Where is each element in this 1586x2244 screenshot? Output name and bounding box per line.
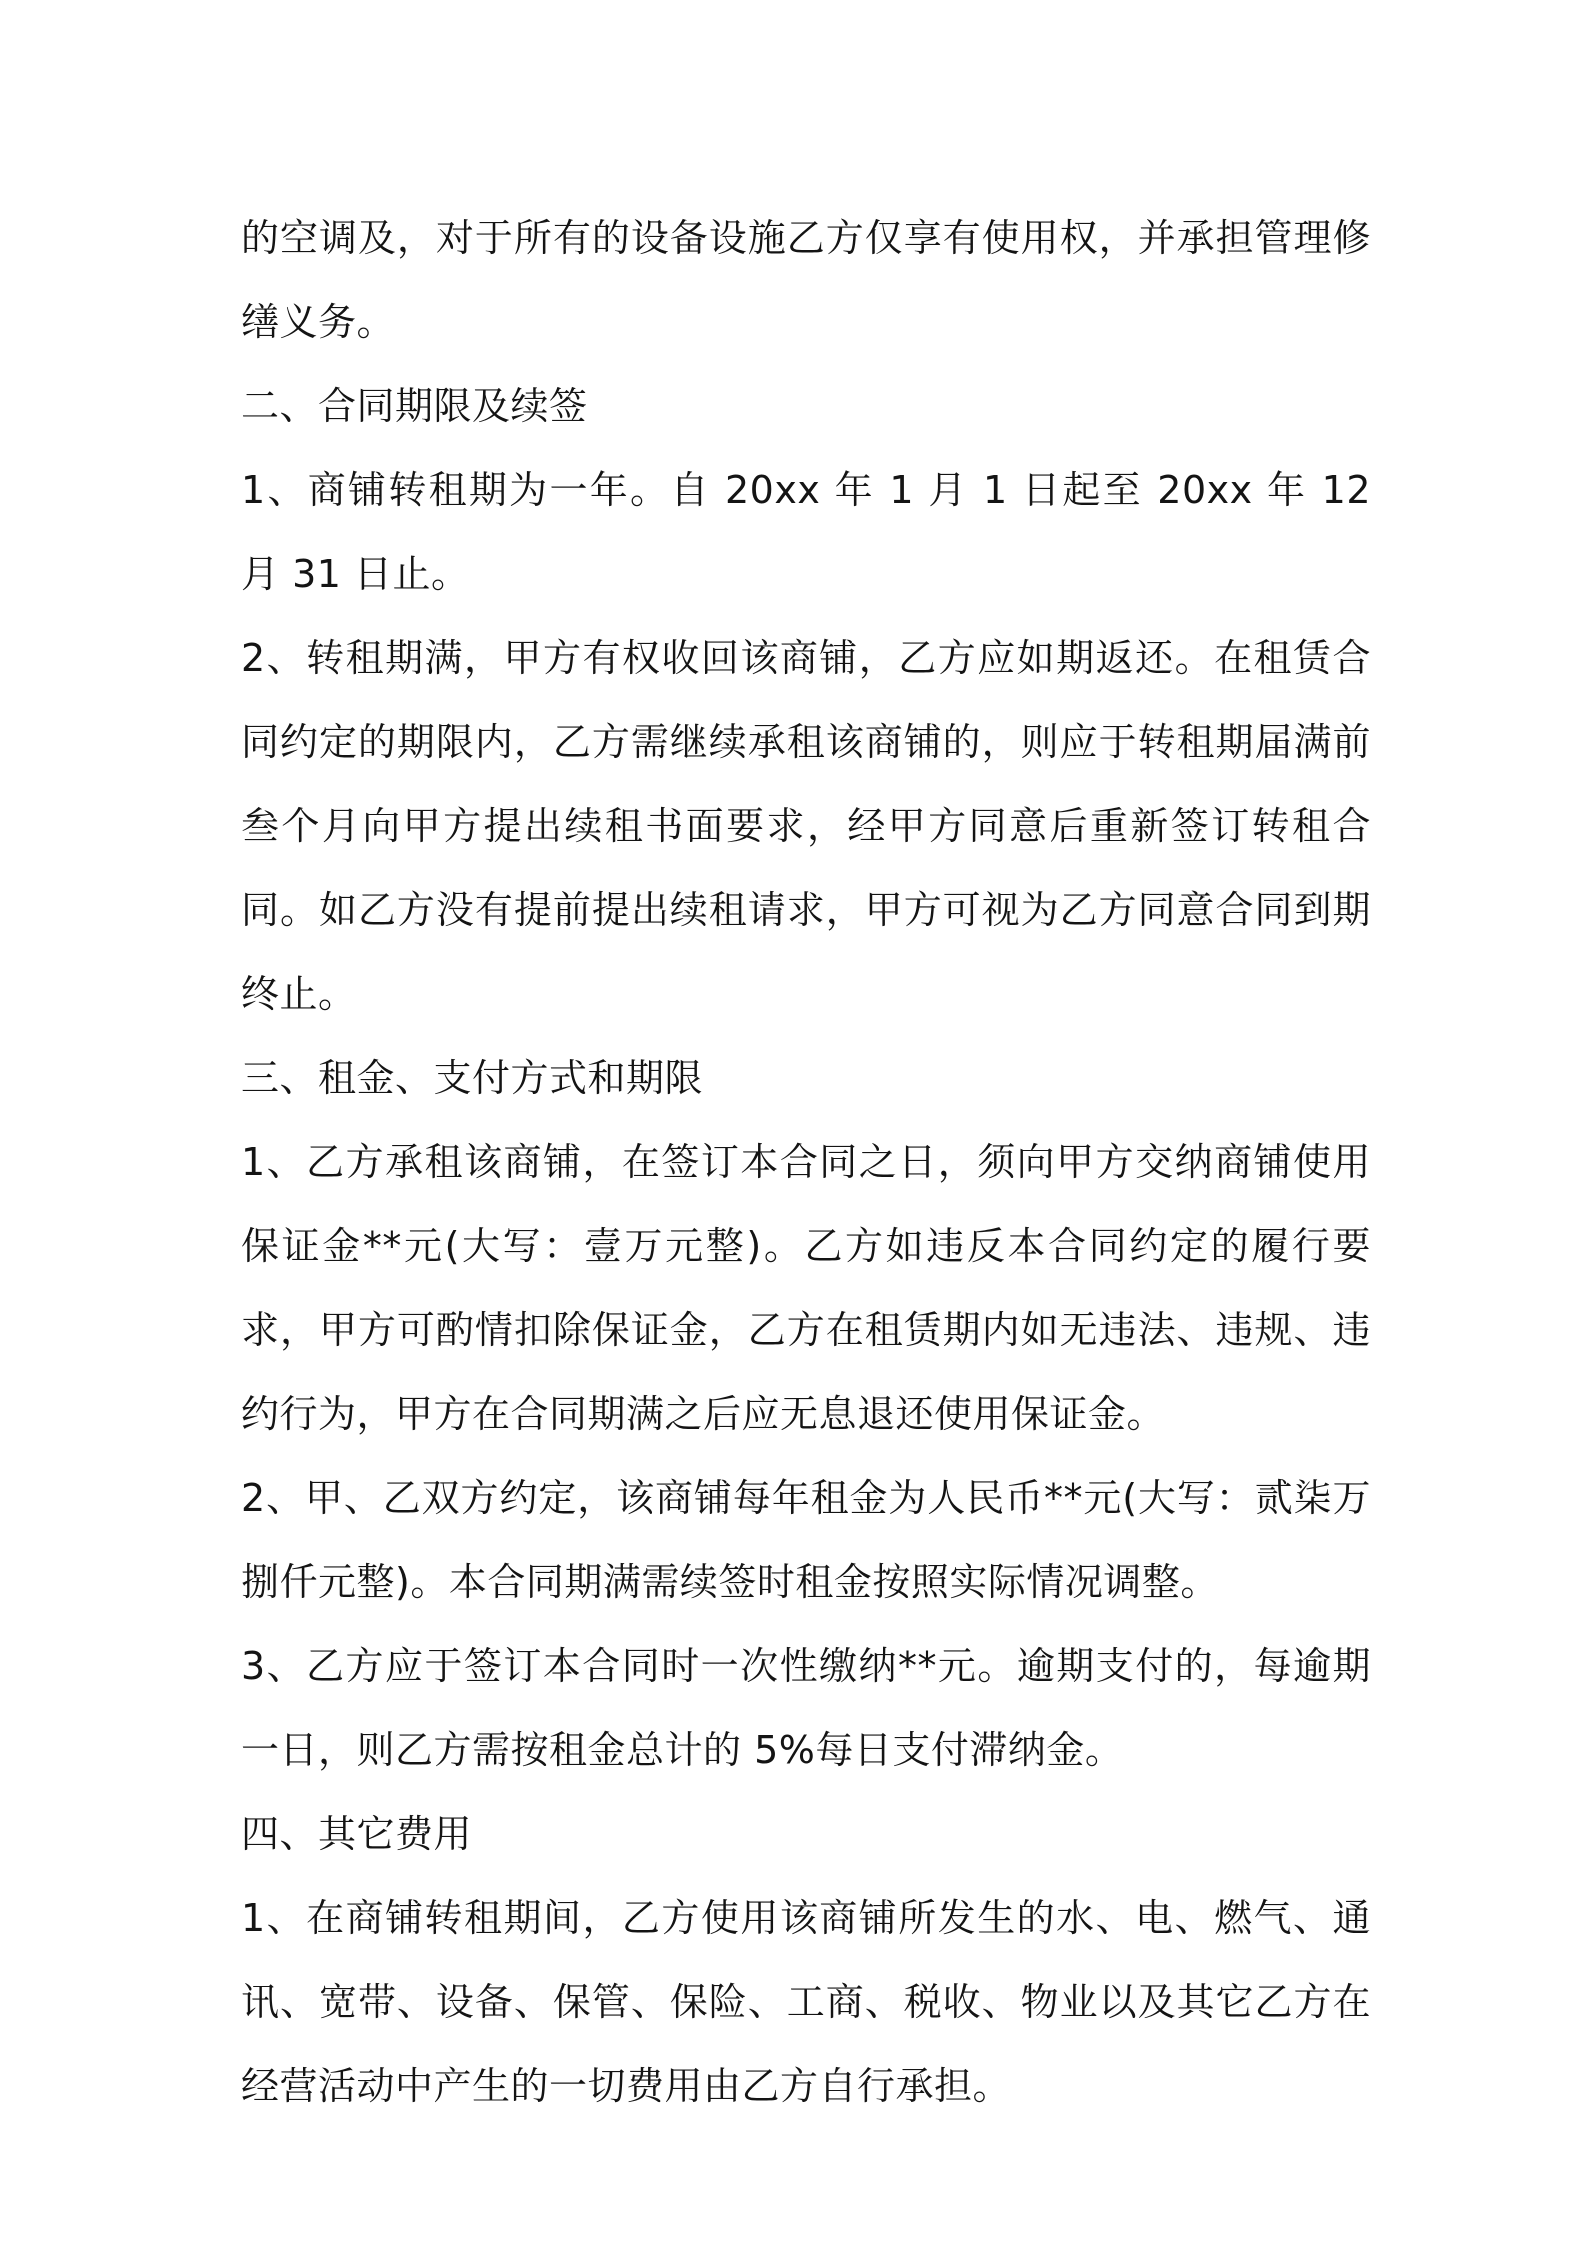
section-heading-rent: 三、租金、支付方式和期限 xyxy=(241,1056,704,1100)
paragraph-payment-late-fee: 3、乙方应于签订本合同时一次性缴纳**元。逾期支付的，每逾期一日，则乙方需按租金总计的 5%每日支付滞纳金。 xyxy=(241,1644,1371,1772)
paragraph-deposit: 1、乙方承租该商铺，在签订本合同之日，须向甲方交纳商铺使用保证金**元(大写：壹万元整)。乙方如违反本合同约定的履行要求，甲方可酌情扣除保证金，乙方在租赁期内如无违法、违规、违约行为，甲方在合同期满之后应无息退还使用保证金。 xyxy=(241,1140,1371,1436)
paragraph-other-fees: 1、在商铺转租期间，乙方使用该商铺所发生的水、电、燃气、通讯、宽带、设备、保管、保险、工商、税收、物业以及其它乙方在经营活动中产生的一切费用由乙方自行承担。 xyxy=(241,1896,1371,2108)
section-heading-other-fees: 四、其它费用 xyxy=(241,1812,473,1856)
document-body xyxy=(241,196,1371,2128)
paragraph-renewal: 2、转租期满，甲方有权收回该商铺，乙方应如期返还。在租赁合同约定的期限内，乙方需继续承租该商铺的，则应于转租期届满前叁个月向甲方提出续租书面要求，经甲方同意后重新签订转租合同。如乙方没有提前提出续租请求，甲方可视为乙方同意合同到期终止。 xyxy=(241,636,1371,1016)
section-heading-term: 二、合同期限及续签 xyxy=(241,384,588,428)
paragraph-annual-rent: 2、甲、乙双方约定，该商铺每年租金为人民币**元(大写：贰柒万捌仟元整)。本合同期满需续签时租金按照实际情况调整。 xyxy=(241,1476,1371,1604)
paragraph-equipment-duty: 的空调及，对于所有的设备设施乙方仅享有使用权，并承担管理修缮义务。 xyxy=(241,216,1371,344)
paragraph-term-period: 1、商铺转租期为一年。自 20xx 年 1 月 1 日起至 20xx 年 12 月 31 日止。 xyxy=(241,468,1371,596)
